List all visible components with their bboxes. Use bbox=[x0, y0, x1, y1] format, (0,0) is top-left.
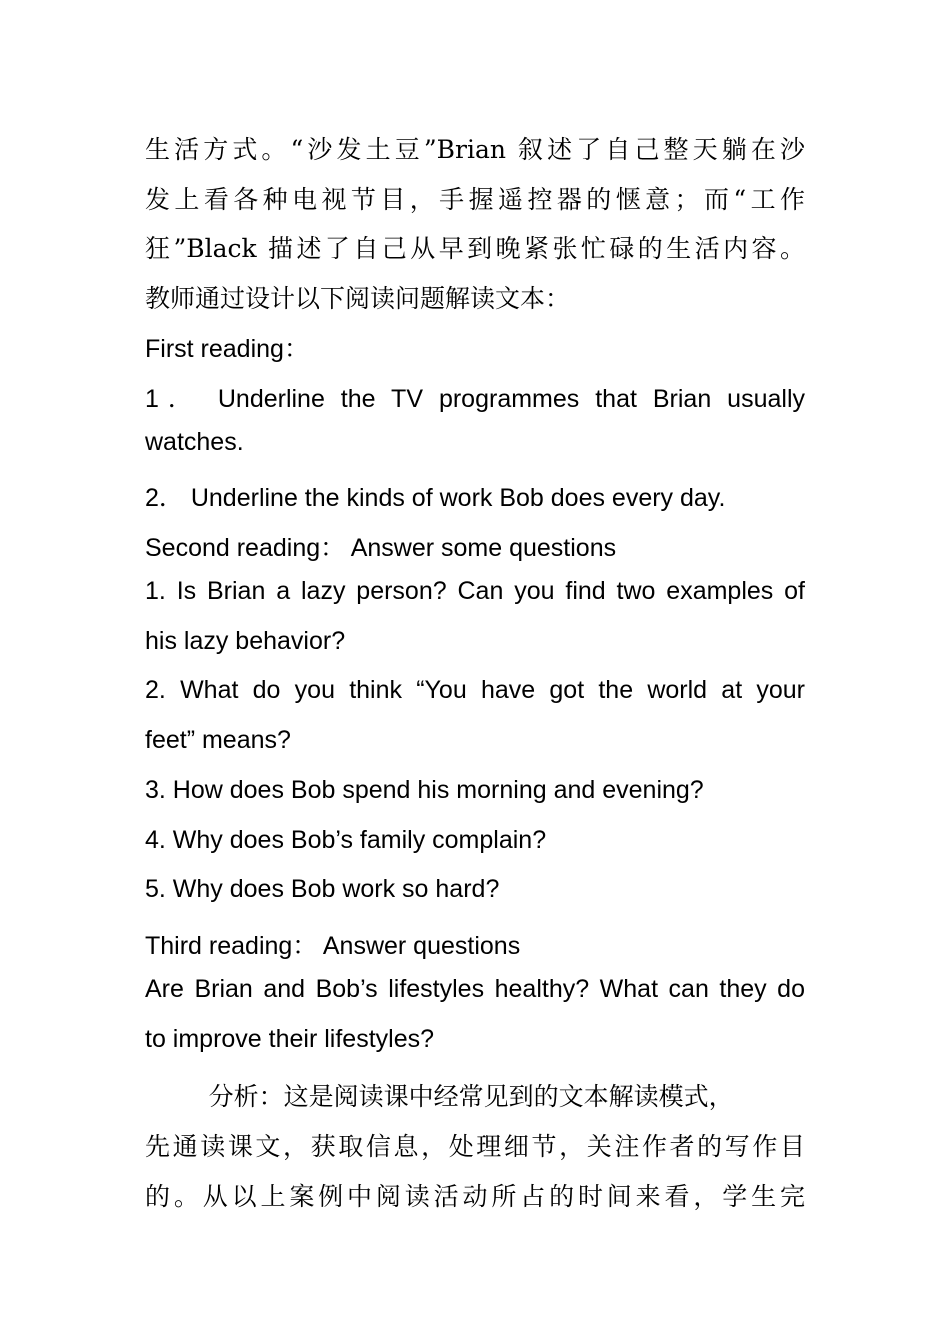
first-reading-heading: First reading： bbox=[145, 335, 309, 363]
second-reading-q2-cont: feet” means? bbox=[145, 726, 291, 754]
second-reading-q5: 5. Why does Bob work so hard? bbox=[145, 875, 500, 903]
second-reading-q3: 3. How does Bob spend his morning and evening? bbox=[145, 776, 704, 804]
second-reading-q1: 1. Is Brian a lazy person? Can you find two examples of bbox=[145, 577, 805, 605]
first-reading-item-1: 1． Underline the TV programmes that Brian usually bbox=[145, 385, 805, 413]
paragraph-line-2: 发上看各种电视节目，手握遥控器的惬意；而“工作 bbox=[145, 185, 805, 214]
third-reading-q1: Are Brian and Bob’s lifestyles healthy? What can they do bbox=[145, 975, 805, 1003]
third-reading-heading: Third reading： Answer questions bbox=[145, 932, 521, 960]
analysis-line-3: 的。从以上案例中阅读活动所占的时间来看，学生完 bbox=[145, 1182, 805, 1211]
second-reading-heading: Second reading： Answer some questions bbox=[145, 534, 617, 562]
analysis-line-2: 先通读课文，获取信息，处理细节，关注作者的写作目 bbox=[145, 1132, 805, 1161]
second-reading-q1-cont: his lazy behavior? bbox=[145, 627, 346, 655]
paragraph-line-4: 教师通过设计以下阅读问题解读文本： bbox=[145, 284, 571, 313]
second-reading-q4: 4. Why does Bob’s family complain? bbox=[145, 826, 547, 854]
third-reading-q1-cont: to improve their lifestyles? bbox=[145, 1025, 435, 1053]
second-reading-q2: 2. What do you think “You have got the world at your bbox=[145, 676, 805, 704]
first-reading-item-2: 2． Underline the kinds of work Bob does every day. bbox=[145, 484, 726, 512]
paragraph-line-1: 生活方式。“沙发土豆”Brian 叙述了自己整天躺在沙 bbox=[145, 135, 805, 164]
analysis-line-1: 分析：这是阅读课中经常见到的文本解读模式， bbox=[145, 1082, 734, 1111]
paragraph-line-3: 狂”Black 描述了自己从早到晚紧张忙碌的生活内容。 bbox=[145, 234, 805, 263]
first-reading-item-1-cont: watches. bbox=[145, 428, 244, 456]
